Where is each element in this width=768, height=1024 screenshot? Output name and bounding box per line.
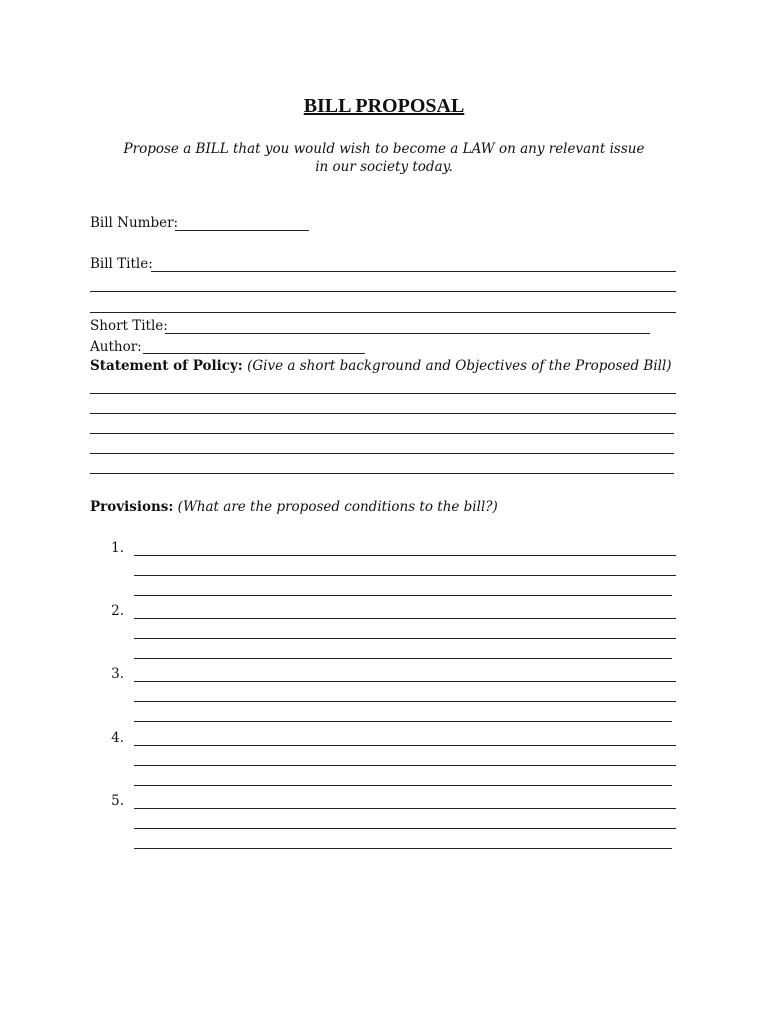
provision-number: 2. xyxy=(111,603,124,619)
provision-line[interactable] xyxy=(134,595,672,596)
provision-line[interactable] xyxy=(134,808,676,809)
bill-title-line[interactable] xyxy=(90,312,676,313)
author-line[interactable] xyxy=(143,353,365,354)
short-title-line[interactable] xyxy=(165,333,650,334)
provision-line[interactable] xyxy=(134,701,676,702)
provision-line[interactable] xyxy=(134,848,672,849)
statement-line[interactable] xyxy=(90,433,674,434)
provision-line[interactable] xyxy=(134,618,676,619)
author-label: Author: xyxy=(90,339,142,355)
statement-line[interactable] xyxy=(90,393,676,394)
statement-of-policy xyxy=(90,358,672,375)
bill-title-line[interactable] xyxy=(151,271,676,272)
statement-line[interactable] xyxy=(90,453,674,454)
provision-line[interactable] xyxy=(134,745,676,746)
short-title-label: Short Title: xyxy=(90,318,168,334)
provision-line[interactable] xyxy=(134,575,676,576)
bill-title-label: Bill Title: xyxy=(90,256,153,272)
provision-number: 4. xyxy=(111,730,124,746)
provision-line[interactable] xyxy=(134,785,672,786)
provision-line[interactable] xyxy=(134,681,676,682)
provisions-label: Provisions: xyxy=(90,499,174,515)
provision-line[interactable] xyxy=(134,721,672,722)
provision-number: 1. xyxy=(111,540,124,556)
provision-number: 3. xyxy=(111,666,124,682)
statement-hint: (Give a short background and Objectives of the Proposed Bill) xyxy=(247,358,672,374)
statement-line[interactable] xyxy=(90,473,674,474)
bill-number-line[interactable] xyxy=(175,230,309,231)
provision-line[interactable] xyxy=(134,638,676,639)
statement-label: Statement of Policy: xyxy=(90,358,243,374)
provision-line[interactable] xyxy=(134,658,672,659)
provision-line[interactable] xyxy=(134,555,676,556)
intro-text: Propose a BILL that you would wish to become a LAW on any relevant issue in our society today. xyxy=(123,141,645,175)
provision-line[interactable] xyxy=(134,828,676,829)
bill-number-label: Bill Number: xyxy=(90,215,179,231)
provision-number: 5. xyxy=(111,793,124,809)
bill-title-line[interactable] xyxy=(90,291,676,292)
provisions xyxy=(90,499,498,516)
provisions-hint: (What are the proposed conditions to the bill?) xyxy=(177,499,498,515)
page-title: BILL PROPOSAL xyxy=(303,95,465,117)
provision-line[interactable] xyxy=(134,765,676,766)
statement-line[interactable] xyxy=(90,413,676,414)
